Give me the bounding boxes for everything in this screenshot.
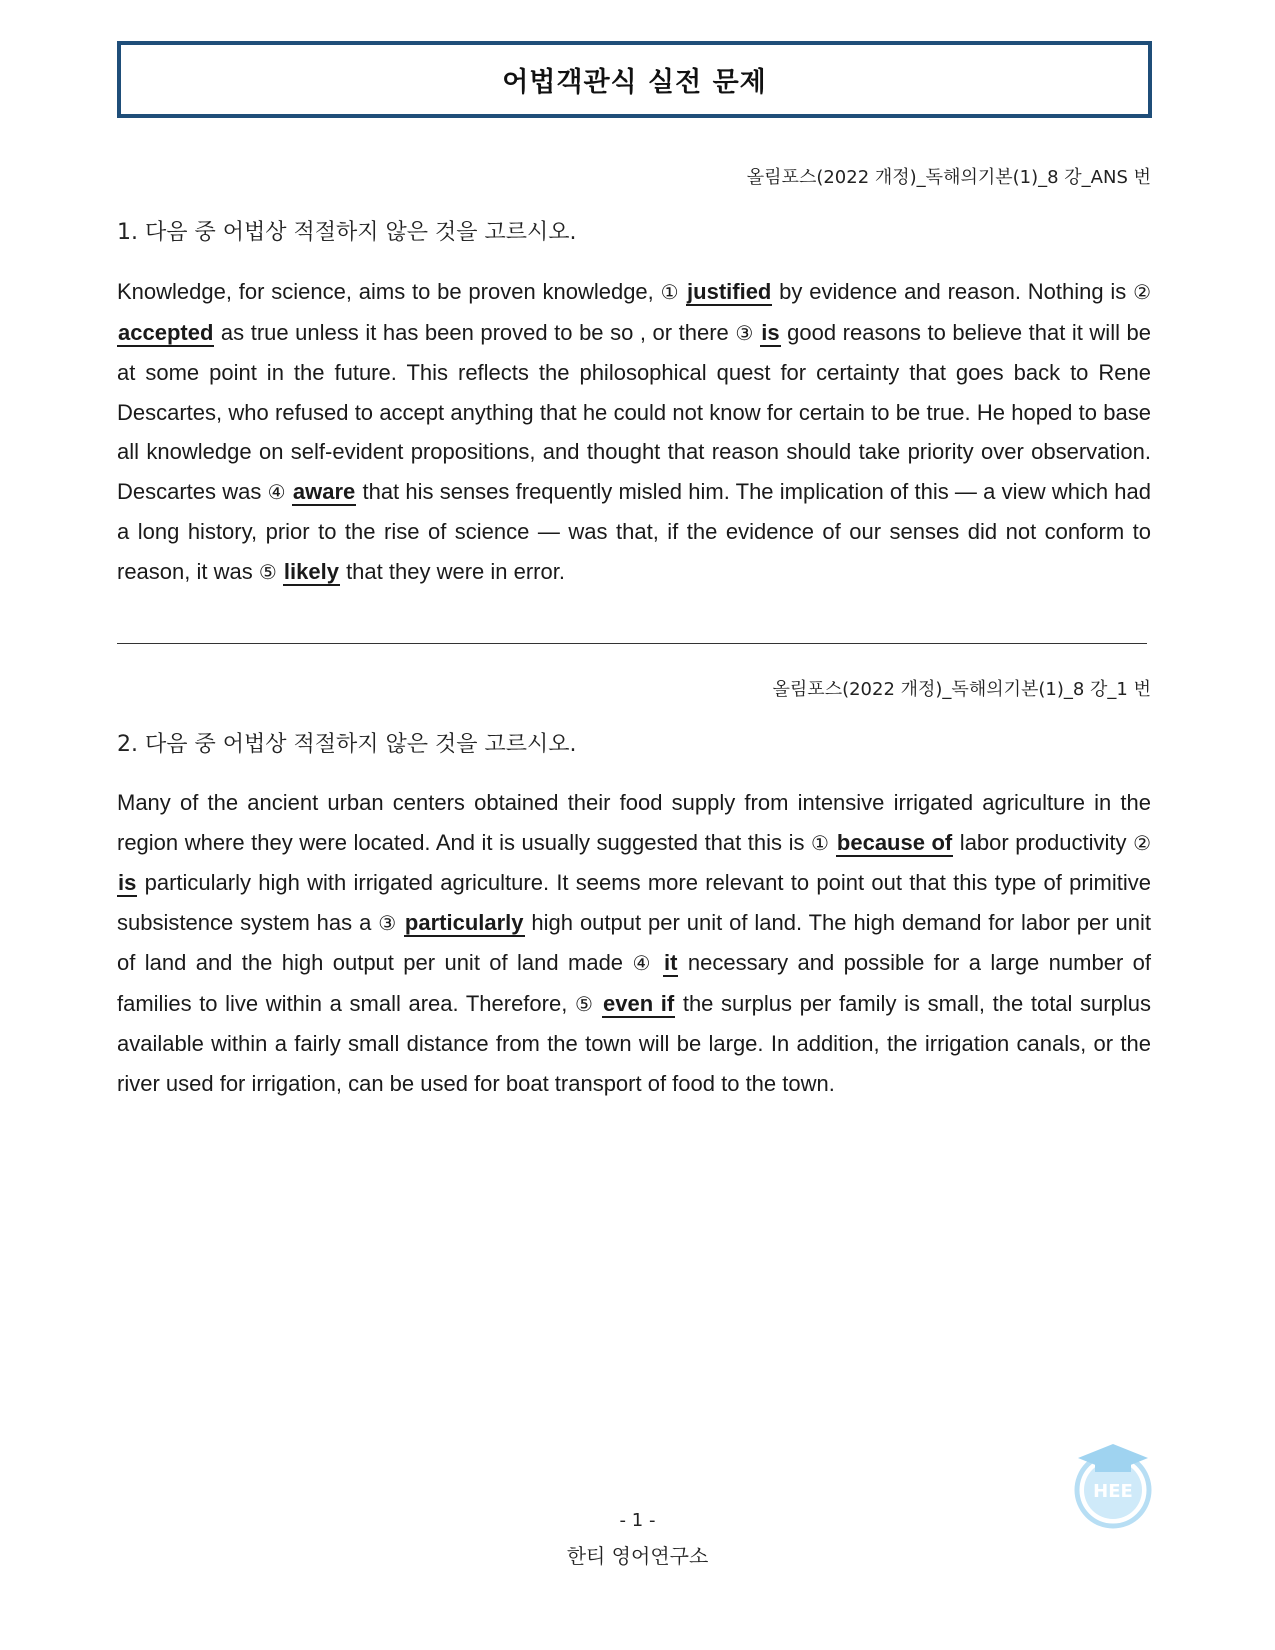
q1-option-3: is: [761, 319, 780, 345]
q2-marker-4: ④: [632, 951, 654, 975]
page-title: 어법객관식 실전 문제: [502, 67, 767, 98]
q1-question: 1. 다음 중 어법상 적절하지 않은 것을 고르시오.: [117, 220, 577, 245]
q1-marker-4: ④: [267, 479, 286, 504]
q1-text-0: Knowledge, for science, aims to be proven knowledge,: [117, 279, 661, 304]
q2-text-5: the surplus per family is small, the total surplus available within a fairly small distance from the town will be large. In addition, the irrigation canals, or the river used for irrigation, can be used for boat transport of food to the town.: [117, 990, 1151, 1096]
q1-marker-5: ⑤: [258, 559, 277, 584]
q1-text-2: as true unless it has been proved to be so , or there: [214, 319, 736, 345]
q2-passage: [117, 783, 1151, 1103]
q1-option-4: aware: [292, 478, 356, 504]
q2-marker-1: ①: [811, 830, 830, 855]
q1-marker-2: ②: [1133, 280, 1152, 304]
q2-option-2: is: [118, 870, 137, 895]
q2-option-5: even if: [603, 990, 675, 1016]
q1-option-1: justified: [687, 279, 772, 304]
section-divider: [117, 643, 1147, 644]
footer-institute: 한티 영어연구소: [566, 1544, 709, 1568]
q2-question: 2. 다음 중 어법상 적절하지 않은 것을 고르시오.: [117, 732, 577, 757]
q2-text-3: high output per unit of land. The high demand for labor per unit of land and the high output per unit of land made: [117, 909, 1151, 975]
q2-option-4: it: [664, 950, 678, 975]
title-box: [117, 41, 1152, 118]
q2-marker-2: ②: [1133, 830, 1151, 855]
page-number: - 1 -: [619, 1510, 656, 1531]
q2-text-0: Many of the ancient urban centers obtained their food supply from intensive irrigated agriculture in the region where they were located. And it is usually suggested that this is: [117, 790, 1151, 855]
q2-option-3: particularly: [404, 909, 524, 935]
q2-text-1: labor productivity: [953, 829, 1134, 855]
q1-marker-1: ①: [660, 280, 680, 304]
q2-marker-5: ⑤: [574, 991, 595, 1016]
q1-text-3: good reasons to believe that it will be at some point in the future. This reflects the philosophical quest for certainty that goes back to Rene Descartes, who refused to accept anything that he could not know for certain to be true. He hoped to base all knowledge on self-evident propositions, and thought that reason should take priority over observation. Descartes was: [117, 319, 1151, 504]
q1-source: 올림포스(2022 개정)_독해의기본(1)_8 강_ANS 번: [746, 167, 1151, 188]
q1-text-5: that they were in error.: [339, 558, 565, 584]
q2-option-1: because of: [836, 829, 953, 855]
q1-option-5: likely: [283, 558, 339, 584]
q1-option-2: accepted: [118, 319, 214, 345]
q1-marker-3: ③: [735, 320, 754, 345]
q1-passage: [117, 272, 1151, 592]
q2-text-4: necessary and possible for a large number of families to live within a small area. Therefore,: [117, 950, 1151, 1016]
q2-marker-3: ③: [378, 910, 397, 935]
q2-text-2: particularly high with irrigated agriculture. It seems more relevant to point out that this type of primitive subsistence system has a: [117, 870, 1151, 935]
q2-source: 올림포스(2022 개정)_독해의기본(1)_8 강_1 번: [772, 679, 1151, 700]
logo-text: HEE: [1093, 1481, 1133, 1502]
q1-text-1: by evidence and reason. Nothing is: [772, 279, 1134, 304]
q1-text-4: that his senses frequently misled him. The implication of this — a view which had a long history, prior to the rise of science — was that, if the evidence of our senses did not conform to reason, it was: [117, 478, 1151, 584]
